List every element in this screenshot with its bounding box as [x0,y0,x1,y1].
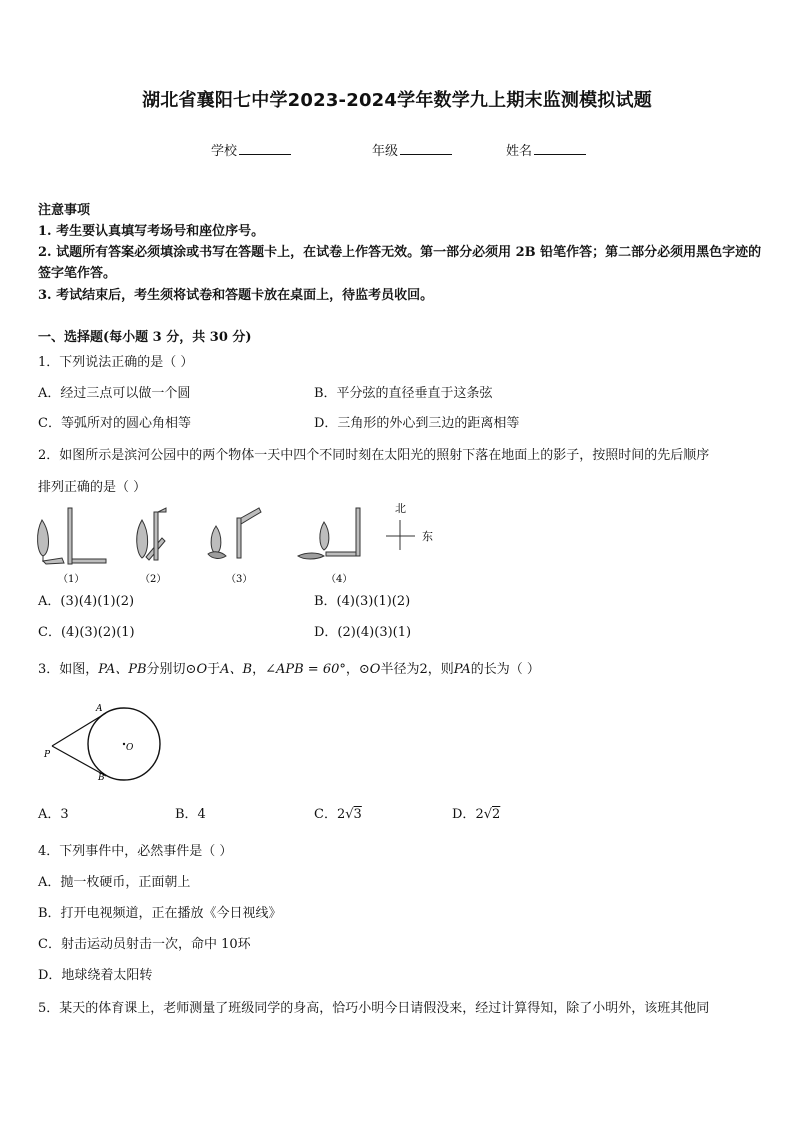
compass-north: 北 [395,502,406,515]
q3-stem-o: O [196,662,208,677]
exam-title: 湖北省襄阳七中学2023-2024学年数学九上期末监测模拟试题 [142,90,652,111]
q3-stem-pre: 3．如图， [38,662,99,677]
shadow-figure-2 [137,508,166,560]
school-field [211,140,291,159]
q1-option-d: D．三角形的外心到三边的距离相等 [314,416,520,431]
q5-stem: 5．某天的体育课上，老师测量了班级同学的身高，恰巧小明今日请假没来，经过计算得知，除了小明外，该班其他同 [38,1001,710,1016]
q1-option-c: C．等弧所对的圆心角相等 [38,416,191,431]
q4-option-d: D．地球绕着太阳转 [38,968,153,983]
q3-option-c-radicand: 3 [353,807,362,822]
q3-stem-ab: A、B [220,662,253,677]
q3-stem-mid5: ，则 [427,662,454,677]
sqrt-icon: √ [345,807,354,822]
tangent-pa [52,713,106,746]
q3-stem-pa: PA [453,662,471,677]
q3-option-b: B．4 [175,807,206,822]
q4-option-c: C．射击运动员射击一次，命中 10环 [38,937,251,952]
notice-item-3: 3. 考试结束后，考生须将试卷和答题卡放在桌面上，待监考员收回。 [38,288,434,303]
school-label: 学校 [211,144,238,159]
q3-stem-r: 2 [419,662,428,677]
q4-option-b: B．打开电视频道，正在播放《今日视线》 [38,906,282,921]
q4-stem: 4．下列事件中，必然事件是（ ） [38,844,233,859]
tangent-figure [40,700,170,785]
grade-field [372,140,452,159]
q1-option-a: A．经过三点可以做一个圆 [38,386,191,401]
q2-option-a: A．(3)(4)(1)(2) [38,594,135,609]
name-label: 姓名 [506,144,533,159]
q2-option-d: D．(2)(4)(3)(1) [314,625,412,640]
sqrt-icon: √ [483,807,493,822]
q3-stem-mid3: ，⊙ [345,662,370,677]
q3-option-c-pre: C． [314,807,337,822]
q1-stem: 1．下列说法正确的是（ ） [38,355,194,370]
q3-stem-mid2: 于 [207,662,221,677]
q3-stem-angle: ∠APB = 60° [265,662,346,677]
q3-stem-o2: O [369,662,381,677]
shadow-figure-3 [208,508,261,558]
q2-option-c: C．(4)(3)(2)(1) [38,625,135,640]
notice-item-1: 1. 考生要认真填写考场号和座位序号。 [38,224,265,239]
q3-option-d-pre: D． [452,807,476,822]
q3-stem-mid: 分别切⊙ [146,662,197,677]
q3-stem-math: PA、PB [98,662,147,677]
grade-label: 年级 [372,144,399,159]
q3-option-d [452,804,500,825]
shadow-figure-1 [38,508,106,564]
q3-stem-end: 的长为（ ） [470,662,540,677]
q3-option-c-coef: 2 [336,807,346,822]
center-o [123,743,125,745]
name-blank [534,142,586,155]
shadow-figure [30,498,450,593]
q4-option-a: A．抛一枚硬币，正面朝上 [38,875,191,890]
label-a: A [96,704,103,714]
q3-option-a: A．3 [38,807,69,822]
q2-stem-line2: 排列正确的是（ ） [38,480,147,495]
label-o: O [126,743,134,753]
notice-item-2: 2. 试题所有答案必须填涂或书写在答题卡上，在试卷上作答无效。第一部分必须用 2B 铅笔作答；第二部分必须用黑色字迹的签字笔作答。 [38,245,762,281]
fig-label-3: （3） [226,574,253,585]
q3-stem-mid4: 半径为 [380,662,420,677]
name-field [506,140,586,159]
fig-label-2: （2） [140,574,167,585]
notice-heading: 注意事项 [38,203,91,218]
school-blank [239,142,291,155]
q2-option-b: B．(4)(3)(1)(2) [314,594,411,609]
section-heading: 一、选择题(每小题 3 分，共 30 分) [38,330,252,345]
q1-option-b: B．平分弦的直径垂直于这条弦 [314,386,493,401]
label-p: P [44,750,51,760]
grade-blank [400,142,452,155]
shadow-figure-4 [298,508,360,559]
q3-option-c [314,804,362,825]
fig-label-1: （1） [58,574,85,585]
q3-stem [38,659,540,680]
compass-east: 东 [422,530,433,543]
label-b: B [98,773,105,783]
q3-option-d-coef: 2 [475,807,484,822]
q2-stem-line1: 2．如图所示是滨河公园中的两个物体一天中四个不同时刻在太阳光的照射下落在地面上的影子，按照时间的先后顺序 [38,448,710,463]
compass-icon [386,502,433,550]
q3-stem-comma: ， [252,662,266,677]
q3-option-d-radicand: 2 [492,807,501,822]
fig-label-4: （4） [326,574,353,585]
tangent-pb [52,746,106,776]
